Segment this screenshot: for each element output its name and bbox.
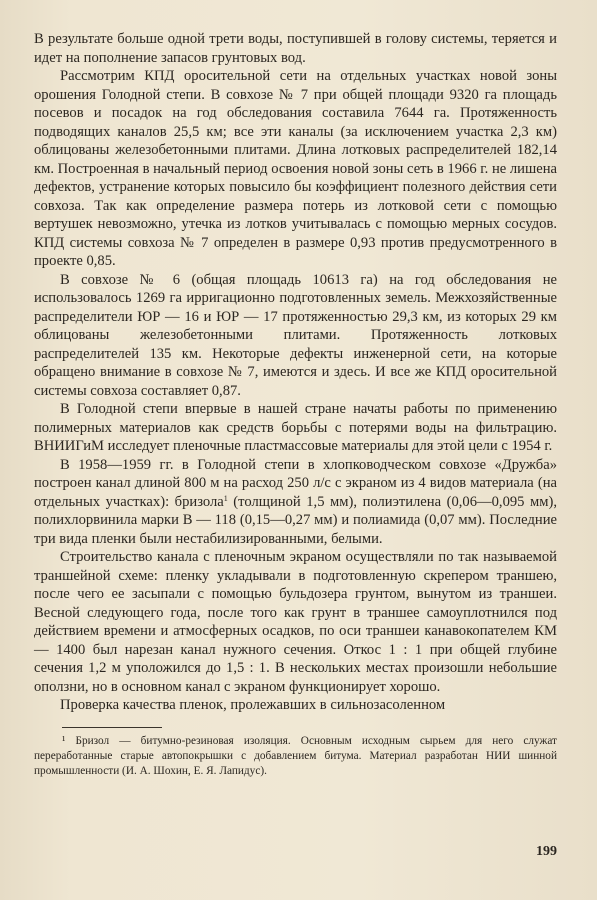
main-text xyxy=(34,30,557,715)
paragraph-4: В Голодной степи впервые в нашей стране начаты работы по применению полимерных материалов как средств борьбы с потерями воды на фильтрацию. ВНИИГиМ исследует пленочные пластмассовые материалы для этой цели с 1954 г. xyxy=(34,401,557,454)
paragraph-6: Строительство канала с пленочным экраном осуществляли по так называемой траншейной схеме: пленку укладывали в подготовленную скрепером траншею, после чего ее засыпали с помощью бульдозера грунтом, вынутом из траншеи. Весной следующего года, после того как грунт в траншее самоуплотнился под действием времени и атмосферных осадков, по оси траншеи канавокопателем КМ — 1400 был нарезан канал нужного сечения. Откос 1 : 1 при общей глубине сечения 1,2 м уположился до 1,5 : 1. В нескольких местах произошли небольшие оползни, но в основном канал с экраном функционирует хорошо. xyxy=(34,549,557,695)
page-number: 199 xyxy=(536,844,557,859)
paragraph-2: Рассмотрим КПД оросительной сети на отдельных участках новой зоны орошения Голодной степи. В совхозе № 7 при общей площади 9320 га площадь посевов и посадок на год обследования составила 7644 га. Протяженность подводящих каналов 25,5 км; все эти каналы (за исключением участка 2,3 км) облицованы железобетонными плитами. Длина лотковых распределителей 182,14 км. Построенная в начальный период освоения новой зоны сеть в 1966 г. не лишена дефектов, устранение которых повысило бы коэффициент полезного действия сети совхоза. Так как определение размера потерь из лотковой сети с помощью вертушек невозможно, утечка из лотков учитывалась с помощью мерных сосудов. КПД системы совхоза № 7 определен в размере 0,93 против предусмотренного в проекте 0,85. xyxy=(34,68,557,269)
paragraph-3: В совхозе № 6 (общая площадь 10613 га) на год обследования не использовалось 1269 га ирригационно подготовленных земель. Межхозяйственные распределители ЮР — 16 и ЮР — 17 протяженностью 29,3 км, из которых 29 км облицованы железобетонными плитами. Протяженность лотковых распределителей 135 км. Некоторые дефекты инженерной сети, на которые обращено внимание в совхозе № 7, имеются и здесь. И все же КПД оросительной системы совхоза составляет 0,87. xyxy=(34,271,557,399)
footnote-marker: 1 xyxy=(223,493,228,503)
paragraph-5-text-b: (толщиной 1,5 мм), полиэтилена (0,06—0,095 мм), полихлорвинила марки В — 118 (0,15—0,27 мм) и полиамида (0,07 мм). Последние три вида пленки были нестабилизированными, белыми. xyxy=(34,493,557,547)
footnote-text: ¹ Бризол — битумно-резиновая изоляция. Основным исходным сырьем для него служат переработанные старые автопокрышки с добавлением битума. Материал разработан НИИ шинной промышленности (И. А. Шохин, Е. Я. Лапидус). xyxy=(34,734,557,777)
paragraph-1: В результате больше одной трети воды, поступившей в голову системы, теряется и идет на пополнение запасов грунтовых вод. xyxy=(34,31,557,66)
paragraph-5 xyxy=(34,456,557,549)
footnote xyxy=(34,734,557,779)
footnote-divider xyxy=(62,727,162,728)
paragraph-7: Проверка качества пленок, пролежавших в сильнозасоленном xyxy=(60,697,446,713)
paragraph-5-text-a: В 1958—1959 гг. в Голодной степи в хлопководческом совхозе «Дружба» построен канал длиной 800 м на расход 250 л/с с экраном из 4 видов материала (на отдельных участках): бризола xyxy=(34,456,557,510)
